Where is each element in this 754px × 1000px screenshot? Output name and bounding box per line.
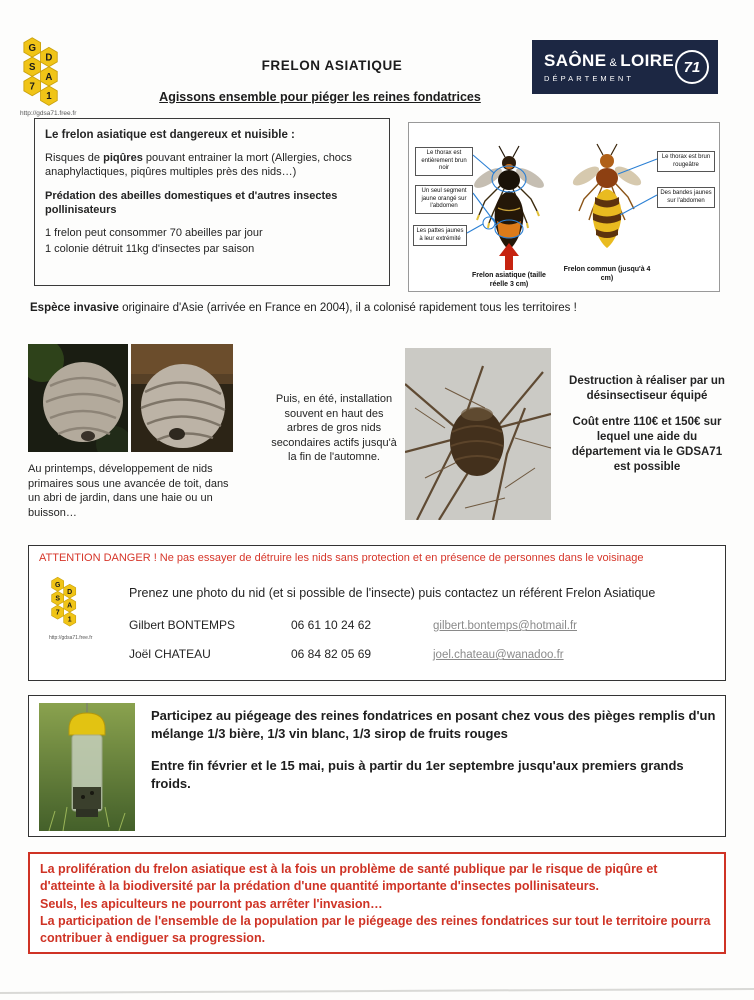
scan-edge-artifact: [0, 988, 754, 994]
label-thorax-commun: Le thorax est brun rougeâtre: [657, 151, 715, 172]
label-legs-yellow: Les pattes jaunes à leur extrémité: [413, 225, 467, 246]
trapping-box: [28, 695, 726, 837]
page-title: FRELON ASIATIQUE: [261, 58, 403, 73]
gdsa71-url: http://gdsa71.free.fr: [20, 110, 77, 117]
gdsa71-logo: [20, 36, 106, 117]
svg-text:G: G: [54, 581, 61, 589]
contact-row: [129, 618, 721, 632]
text-fragment: originaire d'Asie (arrivée en France en 2004), il a colonisé rapidement tous les territoires !: [118, 302, 577, 314]
text-fragment-bold: Espèce invasive: [30, 302, 119, 314]
svg-text:7: 7: [55, 609, 60, 617]
destruction-info: [566, 374, 728, 475]
primary-nest-photo-1: [28, 344, 128, 452]
logo-letter: 1: [46, 91, 52, 103]
contact-instruction: Prenez une photo du nid (et si possible de l'insecte) puis contactez un référent Frelon Asiatique: [129, 586, 656, 600]
destruction-line-2: Coût entre 110€ et 150€ sur lequel une aide du département via le GDSA71 est possible: [571, 415, 723, 473]
dept-71-badge: 71: [675, 50, 709, 84]
logo-letter: D: [45, 52, 53, 64]
dept-ampersand: &: [609, 57, 618, 69]
asian-hornet-illustration: [471, 146, 546, 250]
contact-name: Joël CHATEAU: [129, 647, 211, 661]
trapping-instructions: [151, 707, 719, 794]
contact-phone: 06 84 82 05 69: [291, 647, 372, 661]
invasive-species-line: [30, 302, 742, 314]
honeycomb-logo-icon: [20, 36, 62, 108]
attention-danger-box: [28, 545, 726, 681]
footer-line-1: La prolifération du frelon asiatique est à la fois un problème de santé publique par le risque de piqûre et d'atteinte à la biodiversité par la prédation d'une quantité importante d'insectes pollinisateurs.: [40, 862, 658, 894]
label-thorax-asiatique: Le thorax est entièrement brun noir: [415, 147, 473, 176]
svg-text:A: A: [67, 602, 73, 610]
dept-word-departement: DÉPARTEMENT: [544, 74, 635, 83]
svg-text:D: D: [67, 588, 73, 596]
destruction-line-1: Destruction à réaliser par un désinsectiseur équipé: [569, 375, 725, 402]
svg-text:S: S: [55, 595, 60, 603]
european-hornet-illustration: [570, 144, 644, 248]
danger-fact-colony: 1 colonie détruit 11kg d'insectes par saison: [45, 243, 255, 256]
dept-name-line: [544, 51, 675, 71]
label-abdomen-bands: Des bandes jaunes sur l'abdomen: [657, 187, 715, 208]
footer-line-3: La participation de l'ensemble de la population par le piégeage des reines fondatrices sur tout le territoire pourra contribuer à endiguer sa progression.: [40, 913, 711, 945]
page-subtitle: Agissons ensemble pour piéger les reines fondatrices: [159, 90, 481, 104]
primary-nest-photo-2: [131, 344, 233, 452]
footer-warning-box: [28, 852, 726, 954]
dept-name-block: [544, 51, 675, 83]
contact-row: [129, 647, 721, 661]
spring-nests-text: Au printemps, développement de nids primaires sous une avancée de toit, dans un abri de jardin, dans une haie ou un buisson…: [28, 463, 229, 519]
honeycomb-logo-icon: [49, 576, 79, 628]
dept-name-saone: SAÔNE: [544, 51, 607, 70]
attention-warning-text: ATTENTION DANGER ! Ne pas essayer de détruire les nids sans protection et en présence de personnes dans le voisinage: [39, 552, 644, 564]
red-arrow-icon: [499, 243, 519, 270]
text-fragment-bold: piqûres: [103, 152, 143, 164]
logo-letter: 7: [29, 81, 35, 93]
danger-predation-paragraph: Prédation des abeilles domestiques et d'autres insectes pollinisateurs: [45, 189, 338, 216]
caption-frelon-asiatique: Frelon asiatique (taille réelle 3 cm): [472, 272, 546, 289]
danger-heading: Le frelon asiatique est dangereux et nuisible :: [45, 129, 295, 141]
trap-period-text: Entre fin février et le 15 mai, puis à partir du 1er septembre jusqu'aux premiers grands froids.: [151, 757, 684, 792]
dept-name-loire: LOIRE: [620, 51, 675, 70]
saone-et-loire-logo: [532, 40, 718, 94]
caption-frelon-commun: Frelon commun (jusqu'à 4 cm): [563, 266, 651, 283]
svg-text:1: 1: [67, 616, 72, 624]
danger-risks-paragraph: [45, 151, 379, 180]
contact-email-link[interactable]: joel.chateau@wanadoo.fr: [433, 649, 564, 661]
logo-letter: G: [28, 42, 36, 54]
text-fragment: Risques de: [45, 152, 104, 164]
hornet-comparison-figure: [408, 122, 720, 292]
logo-letter: A: [45, 71, 53, 83]
logo-letter: S: [29, 62, 36, 74]
contact-email-link[interactable]: gilbert.bontemps@hotmail.fr: [433, 620, 577, 632]
footer-line-2: Seuls, les apiculteurs ne pourront pas arrêter l'invasion…: [40, 896, 383, 911]
contact-phone: 06 61 10 24 62: [291, 618, 372, 632]
secondary-nest-tree-photo: [405, 348, 551, 520]
danger-fact-bees: 1 frelon peut consommer 70 abeilles par jour: [45, 227, 263, 240]
trap-photo: [39, 703, 135, 831]
summer-nests-text: Puis, en été, installation souvent en haut des arbres de gros nids secondaires actifs jusqu'à la fin de l'automne.: [271, 393, 397, 464]
trap-mix-text: Participez au piégeage des reines fondatrices en posant chez vous des pièges remplis d'un mélange 1/3 bière, 1/3 vin blanc, 1/3 sirop de fruits rouges: [151, 708, 716, 742]
contact-name: Gilbert BONTEMPS: [129, 618, 236, 632]
annotation-lines: [467, 155, 657, 238]
danger-info-box: [34, 118, 390, 286]
text-fragment: pouvant entrainer la mort (Allergies, chocs anaphylactiques, piqûres multiples près des nids…): [45, 152, 352, 179]
label-abdomen-segment: Un seul segment jaune orangé sur l'abdomen: [415, 185, 473, 214]
gdsa71-url: http://gdsa71.free.fr: [49, 635, 93, 641]
gdsa71-logo-small: [49, 576, 115, 641]
